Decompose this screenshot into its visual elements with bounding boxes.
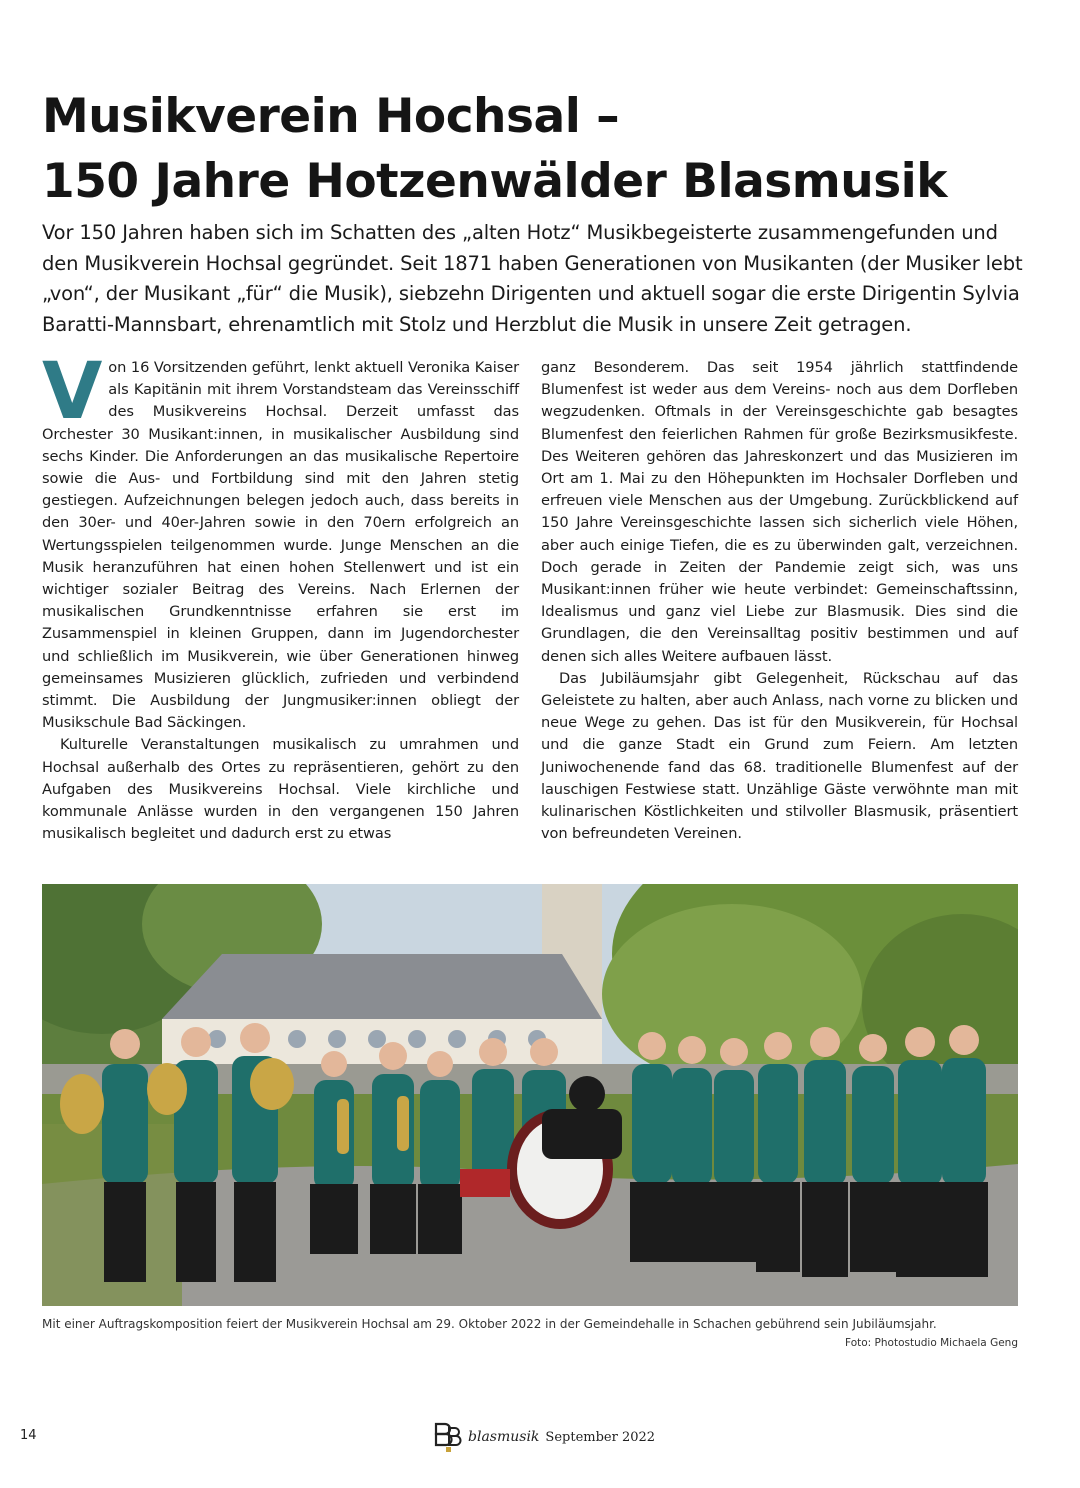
article-headline	[42, 84, 1042, 214]
band-group-photo	[42, 884, 1018, 1306]
dropcap-letter: V	[42, 347, 103, 437]
headline-line-1: Musikverein Hochsal –	[42, 89, 620, 144]
photo-credit: Foto: Photostudio Michaela Geng	[845, 1337, 1018, 1349]
page-number: 14	[20, 1428, 37, 1443]
headline-line-2: 150 Jahre Hotzenwälder Blasmusik	[42, 154, 948, 209]
paragraph-right-2: Das Jubiläumsjahr gibt Gelegenheit, Rückschau auf das Geleistete zu halten, aber auch Anlass, nach vorne zu blicken und neue Wege zu gehen. Das ist für den Musikverein, für Hochsal und die ganze Stadt ein Grund zum Feiern. Am letzten Juniwochenende fand das 68. traditionelle Blumenfest auf der lauschigen Festwiese statt. Unzählige Gäste verwöhnte man mit kulinarischen Köstlichkeiten und stilvoller Blasmusik, präsentiert von befreundeten Vereinen.	[541, 669, 1018, 843]
article-lead: Vor 150 Jahren haben sich im Schatten des „alten Hotz“ Musikbegeisterte zusammengefunden und den Musikverein Hochsal gegründet. Seit 1871 haben Generationen von Musikanten (der Musiker lebt „von“, der Musikant „für“ die Musik), siebzehn Dirigenten und aktuell sogar die erste Dirigentin Sylvia Baratti-Mannsbart, ehrenamtlich mit Stolz und Herzblut die Musik in unsere Zeit getragen.	[42, 221, 1023, 336]
footer-brand	[432, 1420, 655, 1454]
paragraph-left-2: Kulturelle Veranstaltungen musikalisch zu umrahmen und Hochsal außerhalb des Ortes zu repräsentieren, gehört zu den Aufgaben des Musikvereins Hochsal. Viele kirchliche und kommunale Anlässe wurden in den vergangenen 150 Jahren musikalisch begleitet und dadurch erst zu etwas	[42, 736, 519, 843]
paragraph-left-1-text: on 16 Vorsitzenden geführt, lenkt aktuell Veronika Kaiser als Kapitänin mit ihrem Vorstandsteam das Vereinsschiff des Musikvereins Hochsal. Derzeit umfasst das Orchester 30 Musikant:innen, in musikalischer Ausbildung sind sechs Kinder. Die Anforderungen an das musikalische Repertoire sowie die Aus- und Fortbildung sind mit den Jahren stetig gestiegen. Aufzeichnungen belegen jedoch auch, dass bereits in den 30er- und 40er-Jahren sowie in den 70ern erfolgreich an Wertungsspielen teilgenommen wurde. Junge Menschen an die Musik heranzuführen hat einen hohen Stellenwert und ist ein wichtiger sozialer Beitrag des Vereins. Nach Erlernen der musikalischen Grundkenntnisse erfahren sie erst im Zusammenspiel in kleinen Gruppen, dann im Jugendorchester und schließlich im Musikverein, wie über Generationen hinweg gemeinsames Musizieren glücklich, zufrieden und verbindend stimmt. Die Ausbildung der Jungmusiker:innen obliegt der Musikschule Bad Säckingen.	[42, 359, 519, 732]
body-column-right	[541, 357, 1018, 845]
footer-issue-date: September 2022	[545, 1429, 656, 1445]
body-column-left	[42, 347, 519, 845]
bdb-logo-icon	[432, 1420, 462, 1454]
paragraph-right-1: ganz Besonderem. Das seit 1954 jährlich stattfindende Blumenfest ist weder aus dem Vereins- noch aus dem Dorfleben wegzudenken. Oftmals in der Vereinsgeschichte gab besagtes Blumenfest den feierlichen Rahmen für große Bezirksmusikfeste. Des Weiteren gehören das Jahreskonzert und das Musizieren im Ort am 1. Mai zu den Höhepunkten im Hochsaler Dorfleben und erfreuen viele Menschen aus der Umgebung. Zurückblickend auf 150 Jahre Vereinsgeschichte lassen sich sicherlich viele Höhen, aber auch einige Tiefen, die es zu überwinden galt, verzeichnen. Doch gerade in Zeiten der Pandemie zeigt sich, was uns Musikant:innen früher wie heute verbindet: Gemeinschaftssinn, Idealismus und ganz viel Liebe zur Blasmusik. Dies sind die Grundlagen, die den Vereinsalltag positiv bestimmen und auf denen sich alles Weitere aufbauen lässt.	[541, 359, 1018, 665]
photo-caption: Mit einer Auftragskomposition feiert der Musikverein Hochsal am 29. Oktober 2022 in der Gemeindehalle in Schachen gebührend sein Jubiläumsjahr.	[42, 1317, 937, 1331]
band-photo-illustration	[42, 884, 1018, 1306]
paragraph-left-1	[42, 347, 519, 734]
footer-magazine-name: blasmusik	[468, 1429, 540, 1445]
